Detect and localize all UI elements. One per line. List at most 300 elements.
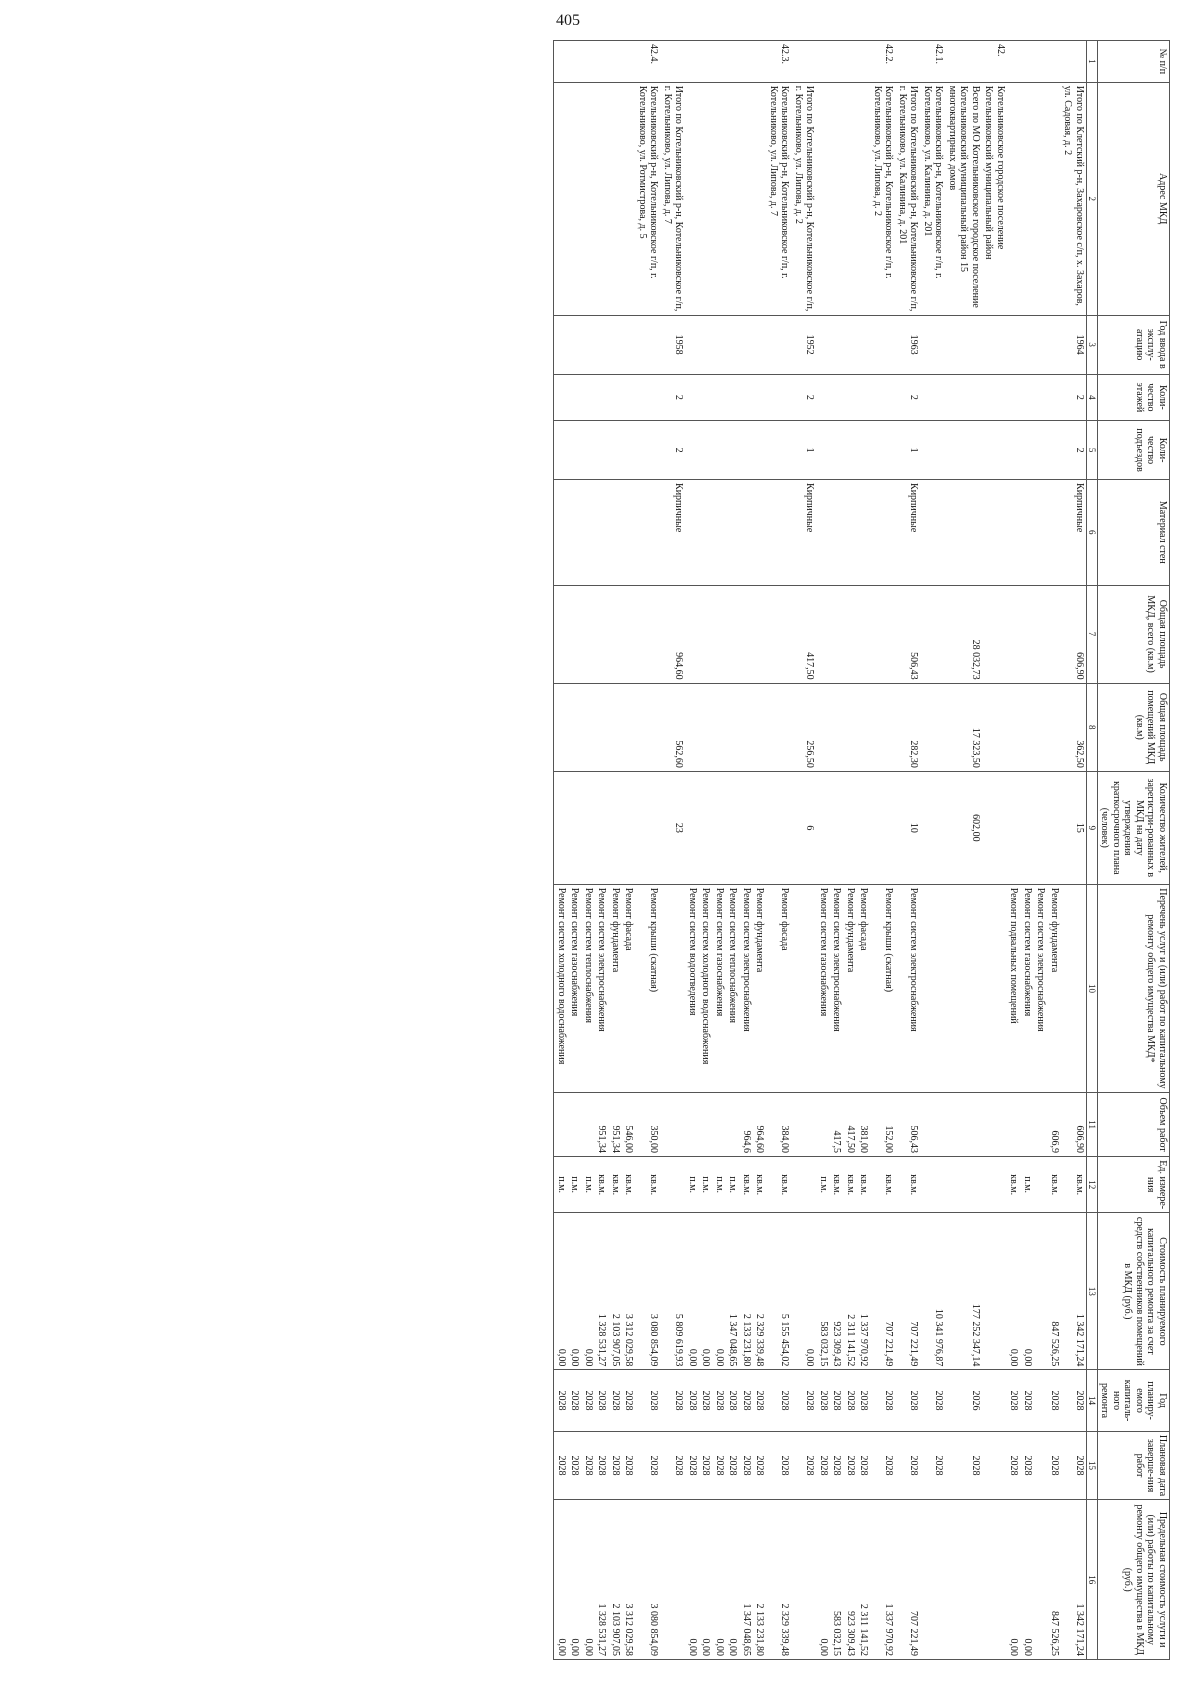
premises-area-cell	[857, 683, 871, 771]
work-volume-cell	[554, 1093, 568, 1157]
total-area-cell: 417,50	[791, 585, 816, 683]
max-cost-cell: 0,00	[568, 1500, 582, 1660]
planned-cost-cell: 10 341 976,87	[920, 1213, 945, 1370]
completion-date-cell: 2028	[816, 1431, 830, 1500]
planned-cost-cell: 583 032,15	[816, 1213, 830, 1370]
max-cost-cell	[982, 1500, 1007, 1660]
residents-cell	[870, 771, 895, 884]
residents-cell: 602,00	[945, 771, 982, 884]
row-number-cell	[945, 41, 982, 83]
wall-material-cell	[595, 480, 609, 585]
residents-cell	[830, 771, 844, 884]
address-cell	[622, 82, 636, 315]
repair-year-cell	[982, 1370, 1007, 1431]
header-cell: Коли-чество этажей	[1098, 374, 1170, 421]
floors-cell: 2	[660, 374, 685, 421]
year-built-cell: 1964	[1061, 315, 1087, 374]
planned-cost-cell: 1 347 048,65	[726, 1213, 740, 1370]
year-built-cell	[581, 315, 595, 374]
unit-cell	[1034, 1157, 1048, 1213]
table-row	[622, 41, 636, 1660]
floors-cell	[870, 374, 895, 421]
entrances-cell	[920, 421, 945, 480]
wall-material-cell	[870, 480, 895, 585]
premises-area-cell	[712, 683, 726, 771]
entrances-cell	[554, 421, 568, 480]
entrances-cell	[739, 421, 753, 480]
planned-cost-cell: 3 312 029,58	[622, 1213, 636, 1370]
premises-area-cell	[1007, 683, 1021, 771]
column-number: 10	[1086, 884, 1097, 1093]
total-area-cell	[1034, 585, 1048, 683]
unit-cell: п.м.	[554, 1157, 568, 1213]
repair-year-cell: 2028	[1020, 1370, 1034, 1431]
premises-area-cell	[635, 683, 660, 771]
table-row	[1007, 41, 1021, 1660]
year-built-cell	[699, 315, 713, 374]
planned-cost-cell: 2 329 339,48	[753, 1213, 767, 1370]
work-volume-cell: 951,34	[595, 1093, 609, 1157]
work-volume-cell: 417,50	[843, 1093, 857, 1157]
planned-cost-cell: 1 328 531,27	[595, 1213, 609, 1370]
unit-cell: кв.м.	[895, 1157, 920, 1213]
completion-date-cell: 2028	[870, 1431, 895, 1500]
repair-year-cell: 2028	[699, 1370, 713, 1431]
premises-area-cell: 256,50	[791, 683, 816, 771]
residents-cell	[857, 771, 871, 884]
completion-date-cell: 2028	[945, 1431, 982, 1500]
max-cost-cell: 2 103 907,05	[608, 1500, 622, 1660]
work-volume-cell: 384,00	[766, 1093, 791, 1157]
floors-cell	[1034, 374, 1048, 421]
column-number: 1	[1086, 41, 1097, 83]
total-area-cell	[830, 585, 844, 683]
repair-year-cell: 2028	[726, 1370, 740, 1431]
entrances-cell	[766, 421, 791, 480]
premises-area-cell	[685, 683, 699, 771]
year-built-cell	[1047, 315, 1061, 374]
capital-repair-table	[553, 40, 1170, 1660]
work-volume-cell: 951,34	[608, 1093, 622, 1157]
address-cell	[712, 82, 726, 315]
unit-cell: п.м.	[816, 1157, 830, 1213]
residents-cell	[712, 771, 726, 884]
entrances-cell	[830, 421, 844, 480]
wall-material-cell	[1034, 480, 1048, 585]
unit-cell	[982, 1157, 1007, 1213]
residents-cell	[1034, 771, 1048, 884]
max-cost-cell: 0,00	[1007, 1500, 1021, 1660]
entrances-cell	[699, 421, 713, 480]
entrances-cell	[1007, 421, 1021, 480]
planned-cost-cell: 923 309,43	[830, 1213, 844, 1370]
column-number: 3	[1086, 315, 1097, 374]
entrances-cell	[843, 421, 857, 480]
table-row	[581, 41, 595, 1660]
unit-cell: п.м.	[685, 1157, 699, 1213]
row-number-cell	[660, 41, 685, 83]
wall-material-cell	[726, 480, 740, 585]
floors-cell	[568, 374, 582, 421]
total-area-cell	[554, 585, 568, 683]
table-row	[1047, 41, 1061, 1660]
floors-cell	[920, 374, 945, 421]
table-row	[568, 41, 582, 1660]
table-row	[791, 41, 816, 1660]
row-number-cell	[895, 41, 920, 83]
premises-area-cell	[554, 683, 568, 771]
completion-date-cell: 2028	[753, 1431, 767, 1500]
header-cell: Плановая дата заверше-ния работ	[1098, 1431, 1170, 1500]
residents-cell	[843, 771, 857, 884]
row-number-cell	[1061, 41, 1087, 83]
year-built-cell	[685, 315, 699, 374]
completion-date-cell: 2028	[1020, 1431, 1034, 1500]
premises-area-cell	[870, 683, 895, 771]
row-number-cell: 42.4.	[635, 41, 660, 83]
completion-date-cell: 2028	[685, 1431, 699, 1500]
work-volume-cell	[685, 1093, 699, 1157]
entrances-cell	[870, 421, 895, 480]
row-number-cell	[685, 41, 699, 83]
unit-cell: кв.м.	[635, 1157, 660, 1213]
planned-cost-cell: 2 311 141,52	[843, 1213, 857, 1370]
address-cell: Котельниковский р-н, Котельниковское г/п, г. Котельниково, ул. Ротмистрова, д. 5	[635, 82, 660, 315]
residents-cell	[595, 771, 609, 884]
header-cell: Стоимость планируемого капитального ремонта за счет средств собственников помещений в МКД (руб.)	[1098, 1213, 1170, 1370]
header-cell: № п/п	[1098, 41, 1170, 83]
premises-area-cell	[739, 683, 753, 771]
year-built-cell	[816, 315, 830, 374]
work-type-cell: Ремонт систем электроснабжения	[739, 884, 753, 1093]
address-cell: Котельниковский р-н, Котельниковское г/п, г. Котельниково, ул. Липова, д. 7	[766, 82, 791, 315]
floors-cell	[595, 374, 609, 421]
column-number: 2	[1086, 82, 1097, 315]
residents-cell	[766, 771, 791, 884]
row-number-cell: 42.3.	[766, 41, 791, 83]
max-cost-cell: 923 309,43	[843, 1500, 857, 1660]
premises-area-cell: 282,30	[895, 683, 920, 771]
planned-cost-cell	[1034, 1213, 1048, 1370]
year-built-cell	[739, 315, 753, 374]
completion-date-cell: 2028	[791, 1431, 816, 1500]
header-row	[1098, 41, 1170, 1660]
work-volume-cell	[982, 1093, 1007, 1157]
entrances-cell	[608, 421, 622, 480]
residents-cell	[1007, 771, 1021, 884]
row-number-cell	[699, 41, 713, 83]
row-number-cell	[843, 41, 857, 83]
residents-cell	[920, 771, 945, 884]
repair-year-cell: 2028	[766, 1370, 791, 1431]
total-area-cell	[726, 585, 740, 683]
address-cell	[739, 82, 753, 315]
unit-cell	[660, 1157, 685, 1213]
floors-cell	[766, 374, 791, 421]
column-number: 13	[1086, 1213, 1097, 1370]
premises-area-cell	[1034, 683, 1048, 771]
year-built-cell	[595, 315, 609, 374]
wall-material-cell	[843, 480, 857, 585]
max-cost-cell: 0,00	[816, 1500, 830, 1660]
table-row	[857, 41, 871, 1660]
residents-cell: 6	[791, 771, 816, 884]
max-cost-cell: 583 032,15	[830, 1500, 844, 1660]
unit-cell: п.м.	[568, 1157, 582, 1213]
planned-cost-cell: 0,00	[1007, 1213, 1021, 1370]
work-type-cell: Ремонт систем газоснабжения	[712, 884, 726, 1093]
wall-material-cell	[766, 480, 791, 585]
work-volume-cell: 152,00	[870, 1093, 895, 1157]
header-cell: Количество жителей, зарегистри-рованных в МКД на дату утверждения краткосрочного плана (человек)	[1098, 771, 1170, 884]
work-type-cell	[1061, 884, 1087, 1093]
work-type-cell: Ремонт систем водоотведения	[685, 884, 699, 1093]
entrances-cell	[982, 421, 1007, 480]
year-built-cell	[608, 315, 622, 374]
repair-year-cell: 2028	[739, 1370, 753, 1431]
completion-date-cell	[982, 1431, 1007, 1500]
work-type-cell: Ремонт фундамента	[843, 884, 857, 1093]
max-cost-cell: 0,00	[685, 1500, 699, 1660]
completion-date-cell: 2028	[660, 1431, 685, 1500]
year-built-cell	[766, 315, 791, 374]
entrances-cell	[816, 421, 830, 480]
table-row	[830, 41, 844, 1660]
wall-material-cell	[982, 480, 1007, 585]
residents-cell	[726, 771, 740, 884]
premises-area-cell	[843, 683, 857, 771]
premises-area-cell: 562,60	[660, 683, 685, 771]
work-type-cell: Ремонт систем теплоснабжения	[581, 884, 595, 1093]
completion-date-cell: 2028	[857, 1431, 871, 1500]
address-cell	[581, 82, 595, 315]
unit-cell: кв.м.	[1047, 1157, 1061, 1213]
total-area-cell	[568, 585, 582, 683]
completion-date-cell: 2028	[739, 1431, 753, 1500]
table-row	[726, 41, 740, 1660]
address-cell	[595, 82, 609, 315]
table-row	[766, 41, 791, 1660]
residents-cell	[753, 771, 767, 884]
planned-cost-cell	[982, 1213, 1007, 1370]
repair-year-cell: 2028	[753, 1370, 767, 1431]
unit-cell: кв.м.	[1007, 1157, 1021, 1213]
year-built-cell	[753, 315, 767, 374]
total-area-cell: 506,43	[895, 585, 920, 683]
unit-cell: кв.м.	[830, 1157, 844, 1213]
residents-cell	[635, 771, 660, 884]
unit-cell: кв.м.	[843, 1157, 857, 1213]
planned-cost-cell: 5 809 619,93	[660, 1213, 685, 1370]
wall-material-cell	[753, 480, 767, 585]
table-row	[1020, 41, 1034, 1660]
residents-cell	[982, 771, 1007, 884]
unit-cell: кв.м.	[870, 1157, 895, 1213]
page-number: 405	[556, 12, 580, 29]
work-type-cell: Ремонт крыши (скатная)	[635, 884, 660, 1093]
wall-material-cell	[1020, 480, 1034, 585]
column-number: 12	[1086, 1157, 1097, 1213]
table-row	[608, 41, 622, 1660]
premises-area-cell	[595, 683, 609, 771]
repair-year-cell: 2028	[791, 1370, 816, 1431]
max-cost-cell: 0,00	[554, 1500, 568, 1660]
premises-area-cell	[766, 683, 791, 771]
address-cell	[830, 82, 844, 315]
floors-cell	[635, 374, 660, 421]
residents-cell	[608, 771, 622, 884]
unit-cell: п.м.	[712, 1157, 726, 1213]
premises-area-cell	[699, 683, 713, 771]
address-cell	[816, 82, 830, 315]
year-built-cell	[622, 315, 636, 374]
unit-cell: кв.м.	[753, 1157, 767, 1213]
planned-cost-cell: 0,00	[581, 1213, 595, 1370]
planned-cost-cell: 0,00	[568, 1213, 582, 1370]
row-number-cell	[1007, 41, 1021, 83]
address-cell	[857, 82, 871, 315]
planned-cost-cell: 707 221,49	[870, 1213, 895, 1370]
work-volume-cell: 350,00	[635, 1093, 660, 1157]
work-type-cell: Ремонт фундамента	[608, 884, 622, 1093]
entrances-cell: 2	[1061, 421, 1087, 480]
completion-date-cell: 2028	[766, 1431, 791, 1500]
year-built-cell	[830, 315, 844, 374]
table-row	[920, 41, 945, 1660]
address-cell	[753, 82, 767, 315]
repair-year-cell: 2028	[608, 1370, 622, 1431]
premises-area-cell	[726, 683, 740, 771]
work-type-cell: Ремонт систем холодного водоснабжения	[699, 884, 713, 1093]
total-area-cell	[1020, 585, 1034, 683]
max-cost-cell: 0,00	[581, 1500, 595, 1660]
total-area-cell	[753, 585, 767, 683]
work-type-cell: Ремонт фасада	[766, 884, 791, 1093]
repair-year-cell: 2028	[830, 1370, 844, 1431]
max-cost-cell: 847 526,25	[1047, 1500, 1061, 1660]
repair-year-cell: 2028	[1007, 1370, 1021, 1431]
year-built-cell	[635, 315, 660, 374]
header-cell: Перечень услуг и (или) работ по капитальному ремонту общего имущества МКД*	[1098, 884, 1170, 1093]
repair-year-cell: 2028	[843, 1370, 857, 1431]
table-row	[712, 41, 726, 1660]
completion-date-cell: 2028	[554, 1431, 568, 1500]
wall-material-cell	[739, 480, 753, 585]
total-area-cell	[920, 585, 945, 683]
work-volume-cell: 964,60	[753, 1093, 767, 1157]
column-number: 7	[1086, 585, 1097, 683]
year-built-cell	[982, 315, 1007, 374]
wall-material-cell: Кирпичные	[895, 480, 920, 585]
max-cost-cell: 2 329 339,48	[766, 1500, 791, 1660]
premises-area-cell	[1047, 683, 1061, 771]
address-cell	[554, 82, 568, 315]
wall-material-cell	[920, 480, 945, 585]
address-cell	[568, 82, 582, 315]
premises-area-cell: 17 323,50	[945, 683, 982, 771]
total-area-cell	[581, 585, 595, 683]
max-cost-cell	[660, 1500, 685, 1660]
header-cell: Год планиру-емого капиталь-ного ремонта	[1098, 1370, 1170, 1431]
address-cell	[699, 82, 713, 315]
planned-cost-cell: 1 337 970,92	[857, 1213, 871, 1370]
table-body	[554, 41, 1087, 1660]
entrances-cell	[622, 421, 636, 480]
header-cell: Общая площадь помещений МКД (кв.м)	[1098, 683, 1170, 771]
max-cost-cell	[791, 1500, 816, 1660]
max-cost-cell	[1034, 1500, 1048, 1660]
work-type-cell: Ремонт систем холодного водоснабжения	[554, 884, 568, 1093]
entrances-cell: 1	[895, 421, 920, 480]
table-row	[685, 41, 699, 1660]
column-number: 5	[1086, 421, 1097, 480]
repair-year-cell: 2028	[895, 1370, 920, 1431]
row-number-cell	[554, 41, 568, 83]
column-number: 14	[1086, 1370, 1097, 1431]
year-built-cell	[726, 315, 740, 374]
residents-cell: 23	[660, 771, 685, 884]
row-number-cell	[1034, 41, 1048, 83]
total-area-cell	[595, 585, 609, 683]
floors-cell	[739, 374, 753, 421]
work-volume-cell	[1020, 1093, 1034, 1157]
max-cost-cell: 707 221,49	[895, 1500, 920, 1660]
work-volume-cell	[726, 1093, 740, 1157]
repair-year-cell: 2028	[1061, 1370, 1087, 1431]
total-area-cell	[712, 585, 726, 683]
work-type-cell: Ремонт систем электроснабжения	[895, 884, 920, 1093]
completion-date-cell: 2028	[1007, 1431, 1021, 1500]
unit-cell: кв.м.	[622, 1157, 636, 1213]
residents-cell	[1020, 771, 1034, 884]
year-built-cell	[1020, 315, 1034, 374]
total-area-cell	[766, 585, 791, 683]
completion-date-cell: 2028	[568, 1431, 582, 1500]
work-volume-cell: 417,5	[830, 1093, 844, 1157]
address-cell: Итого по Котельниковский р-н, Котельниковское г/п, г. Котельниково, ул. Липова, д. 2	[791, 82, 816, 315]
table-row	[660, 41, 685, 1660]
max-cost-cell: 3 312 029,58	[622, 1500, 636, 1660]
work-volume-cell	[1007, 1093, 1021, 1157]
row-number-cell	[791, 41, 816, 83]
completion-date-cell: 2028	[895, 1431, 920, 1500]
work-volume-cell	[660, 1093, 685, 1157]
row-number-cell	[857, 41, 871, 83]
completion-date-cell: 2028	[622, 1431, 636, 1500]
work-volume-cell	[1034, 1093, 1048, 1157]
work-volume-cell: 606,9	[1047, 1093, 1061, 1157]
entrances-cell	[726, 421, 740, 480]
address-cell: Итого по Клетский р-н, Захаровское с/п, х. Захаров, ул. Садовая, д. 2	[1061, 82, 1087, 315]
planned-cost-cell: 0,00	[699, 1213, 713, 1370]
entrances-cell	[1047, 421, 1061, 480]
work-type-cell: Ремонт систем электроснабжения	[595, 884, 609, 1093]
year-built-cell	[920, 315, 945, 374]
unit-cell	[791, 1157, 816, 1213]
address-cell: Итого по Котельниковский р-н, Котельниковское г/п, г. Котельниково, ул. Калинина, д. 201	[895, 82, 920, 315]
work-type-cell: Ремонт крыши (скатная)	[870, 884, 895, 1093]
residents-cell	[581, 771, 595, 884]
max-cost-cell: 3 080 854,09	[635, 1500, 660, 1660]
floors-cell	[726, 374, 740, 421]
work-type-cell: Ремонт фундамента	[1047, 884, 1061, 1093]
premises-area-cell	[920, 683, 945, 771]
work-volume-cell	[920, 1093, 945, 1157]
table-row	[945, 41, 982, 1660]
entrances-cell	[568, 421, 582, 480]
unit-cell: п.м.	[699, 1157, 713, 1213]
total-area-cell	[608, 585, 622, 683]
